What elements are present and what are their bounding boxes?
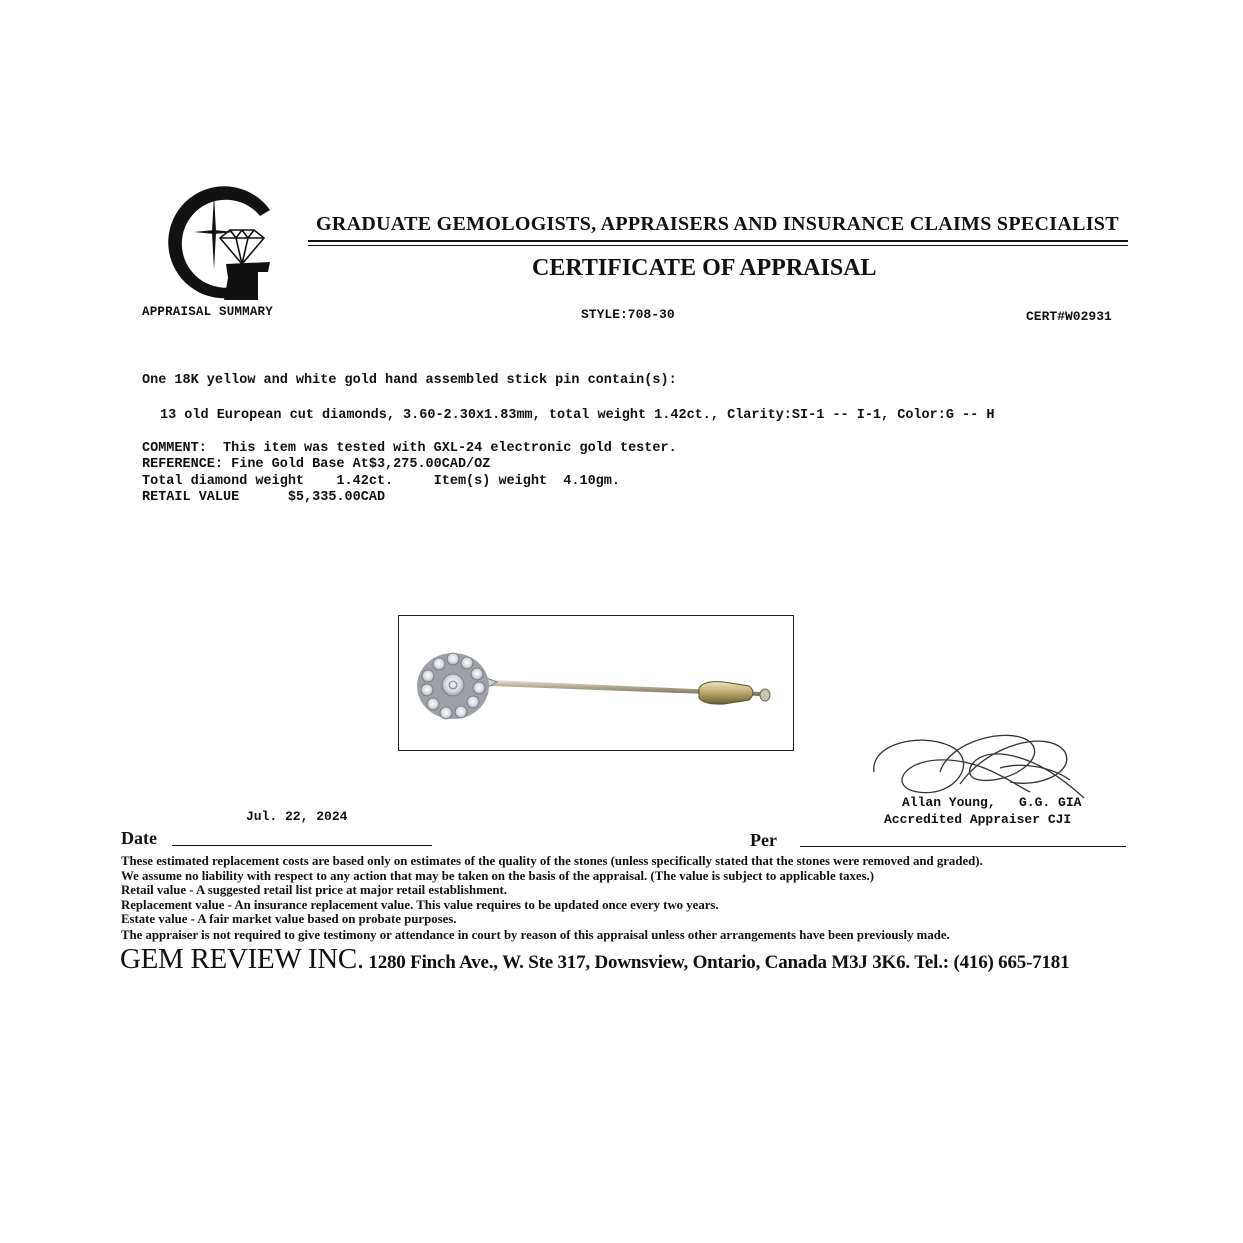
date-label: Date [121, 828, 157, 848]
disclaimer-line: Estate value - A fair market value based on probate purposes. [121, 912, 457, 926]
weights-line: Total diamond weight 1.42ct. Item(s) weight 4.10gm. [142, 474, 620, 489]
gem-logo-icon [158, 180, 278, 302]
cert-number: CERT#W02931 [1026, 309, 1112, 324]
disclaimer-line: Retail value - A suggested retail list price at major retail establishment. [121, 883, 507, 897]
disclaimer-line: These estimated replacement costs are based only on estimates of the quality of the stones (unless specifically stated that the stones were removed and graded). [121, 854, 983, 868]
disclaimer-line: We assume no liability with respect to any action that may be taken on the basis of the appraisal. (The value is subject to applicable taxes.) [121, 869, 875, 883]
item-photo-frame [398, 615, 794, 751]
appraisal-summary-label: APPRAISAL SUMMARY [142, 305, 273, 319]
style-number: STYLE:708-30 [581, 307, 675, 322]
disclaimer-line: Replacement value - An insurance replacement value. This value requires to be updated once every two years. [121, 898, 719, 912]
header-rule-thin [308, 245, 1128, 246]
stone-details: 13 old European cut diamonds, 3.60-2.30x1.83mm, total weight 1.42ct., Clarity:SI-1 -- I-1, Color:G -- H [160, 408, 995, 423]
stick-pin-photo [399, 616, 793, 750]
reference-line: REFERENCE: Fine Gold Base At$3,275.00CAD/OZ [142, 457, 491, 472]
item-description: One 18K yellow and white gold hand assembled stick pin contain(s): [142, 373, 677, 388]
company-tagline: GRADUATE GEMOLOGISTS, APPRAISERS AND INSURANCE CLAIMS SPECIALIST [316, 213, 1119, 235]
date-signature-line [172, 845, 432, 846]
retail-value: RETAIL VALUE $5,335.00CAD [142, 490, 386, 505]
company-footer [120, 943, 1069, 976]
header-rule [308, 240, 1128, 242]
per-label: Per [750, 830, 777, 850]
disclaimer-line: The appraiser is not required to give testimony or attendance in court by reason of this appraisal unless other arrangements have been previously made. [121, 928, 950, 942]
company-address: 1280 Finch Ave., W. Ste 317, Downsview, Ontario, Canada M3J 3K6. Tel.: (416) 665-7181 [363, 952, 1070, 973]
appraiser-title: Accredited Appraiser CJI [884, 812, 1072, 827]
per-signature-line [800, 846, 1126, 847]
comment-line: COMMENT: This item was tested with GXL-24 electronic gold tester. [142, 441, 677, 456]
appraisal-date: Jul. 22, 2024 [246, 809, 348, 824]
company-name: GEM REVIEW INC. [120, 943, 364, 975]
appraiser-name: Allan Young, G.G. GIA [902, 795, 1082, 810]
certificate-title: CERTIFICATE OF APPRAISAL [532, 255, 877, 281]
